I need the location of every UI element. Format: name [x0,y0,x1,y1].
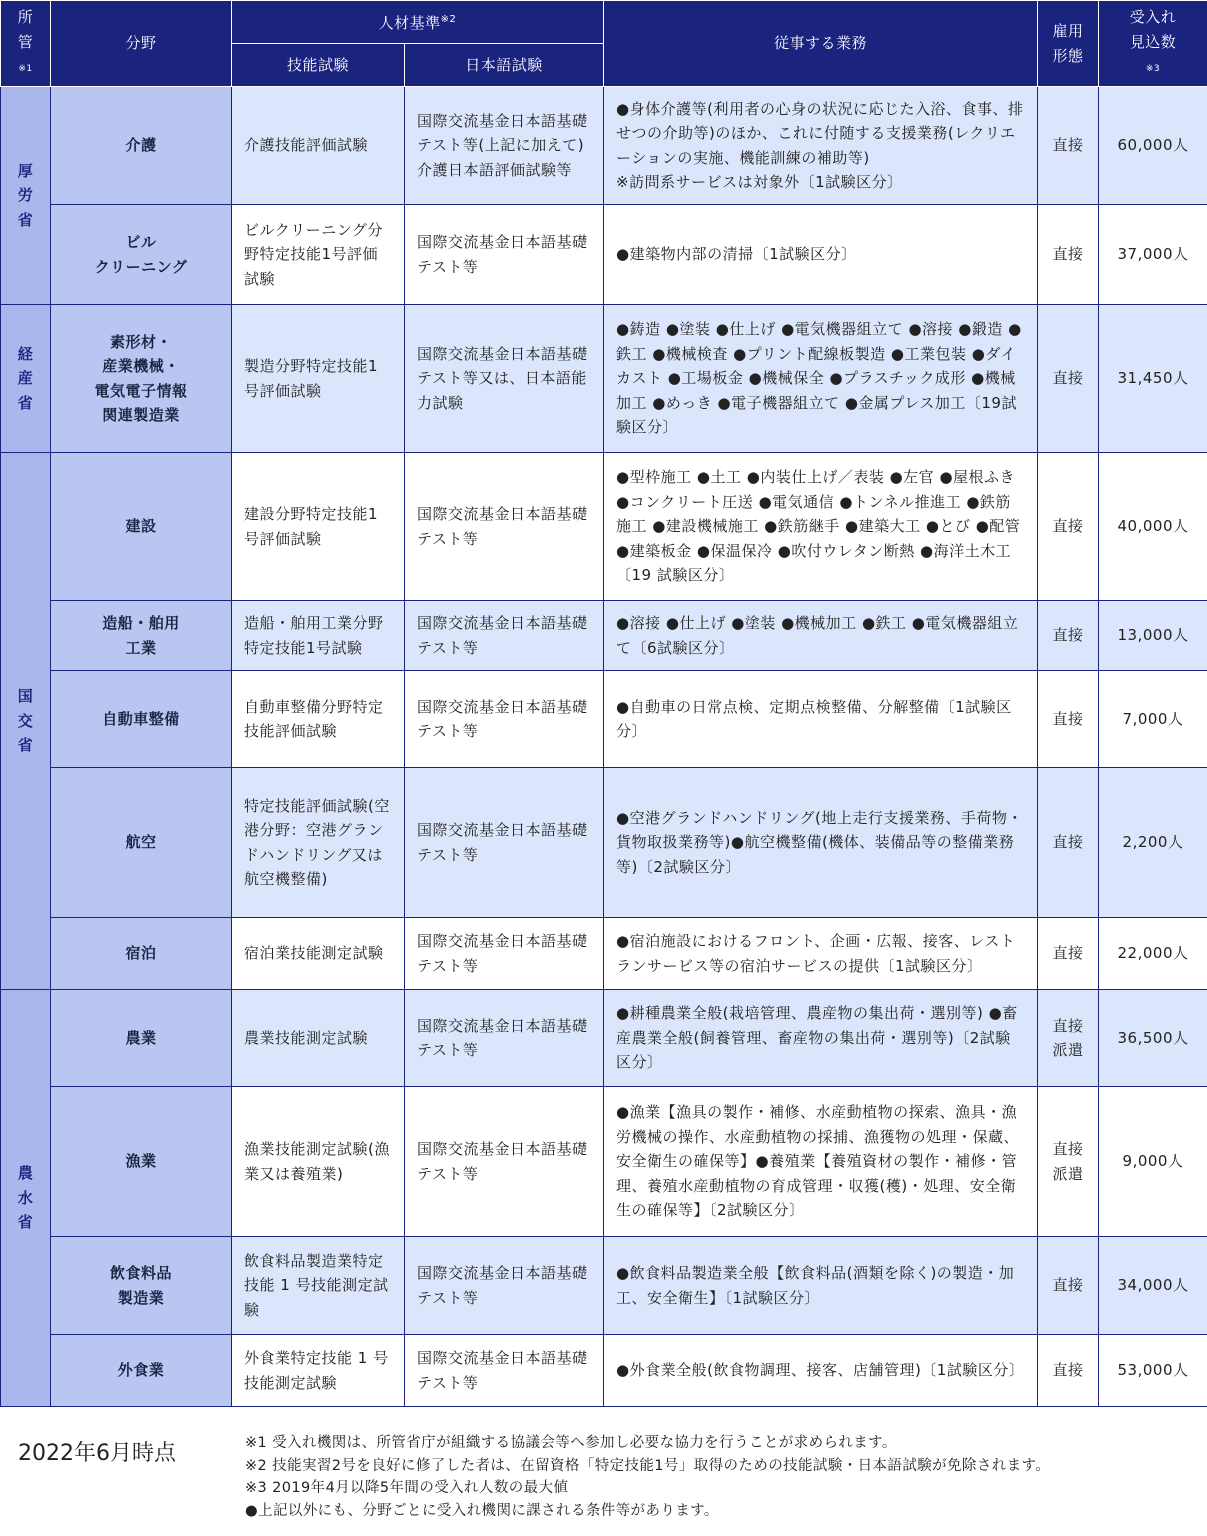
skill-test-cell: ビルクリーニング分野特定技能1号評価試験 [232,205,405,305]
skill-test-cell: 造船・舶用工業分野特定技能1号試験 [232,601,405,671]
table-row [1,305,1207,453]
field-cell: 自動車整備 [51,671,232,768]
employment-cell: 直接 [1038,1335,1099,1407]
table-row [1,1335,1207,1407]
capacity-cell: 9,000人 [1099,1087,1207,1237]
field-cell: 飲食料品 製造業 [51,1237,232,1335]
ministry-label: 農水省 [17,1164,34,1232]
footnote: ●上記以外にも、分野ごとに受入れ機関に課される条件等があります。 [245,1502,719,1519]
table-row [1,918,1207,990]
field-cell: 素形材・ 産業機械・ 電気電子情報 関連製造業 [51,305,232,453]
field-cell: ビル クリーニング [51,205,232,305]
skill-test-cell: 製造分野特定技能1号評価試験 [232,305,405,453]
ministry-cell [1,990,51,1407]
capacity-cell: 53,000人 [1099,1335,1207,1407]
ministry-cell [1,87,51,305]
work-cell: ●身体介護等(利用者の心身の状況に応じた入浴、食事、排せつの介助等)のほか、これに付随する支援業務(レクリエーションの実施、機能訓練の補助等) ※訪問系サービスは対象外〔1試験区分〕 [604,87,1038,205]
skill-test-cell: 介護技能評価試験 [232,87,405,205]
table-row [1,671,1207,768]
work-cell: ●飲食料品製造業全般【飲食料品(酒類を除く)の製造・加工、安全衛生】〔1試験区分〕 [604,1237,1038,1335]
ministry-label: 厚労省 [17,161,34,229]
ministry-cell [1,305,51,453]
skill-test-cell: 宿泊業技能測定試験 [232,918,405,990]
employment-cell: 直接 [1038,453,1099,601]
jp-test-cell: 国際交流基金日本語基礎テスト等又は、日本語能力試験 [405,305,604,453]
field-cell: 外食業 [51,1335,232,1407]
ministry-label: 国交省 [17,687,34,755]
capacity-cell: 37,000人 [1099,205,1207,305]
work-cell: ●型枠施工 ●土工 ●内装仕上げ／表装 ●左官 ●屋根ふき ●コンクリート圧送 ●電気通信 ●トンネル推進工 ●鉄筋施工 ●建設機械施工 ●鉄筋継手 ●建築大工 ●とび ●配管 ●建築板金 ●保温保冷 ●吹付ウレタン断熱 ●海洋土木工〔19 試験区分〕 [604,453,1038,601]
work-cell: ●漁業【漁具の製作・補修、水産動植物の探索、漁具・漁労機械の操作、水産動植物の採捕、漁獲物の処理・保蔵、安全衛生の確保等】●養殖業【養殖資材の製作・補修・管理、養殖水産動植物の育成管理・収獲(穫)・処理、安全衛生の確保等】〔2試験区分〕 [604,1087,1038,1237]
field-cell: 航空 [51,768,232,918]
employment-cell: 直接 [1038,671,1099,768]
jp-test-cell: 国際交流基金日本語基礎テスト等 [405,671,604,768]
jp-test-cell: 国際交流基金日本語基礎テスト等 [405,1335,604,1407]
capacity-cell: 13,000人 [1099,601,1207,671]
header-criteria: 人材基準$^{※2}$ [232,1,604,44]
capacity-cell: 22,000人 [1099,918,1207,990]
header-jp-test: 日本語試験 [405,44,604,87]
work-cell: ●空港グランドハンドリング(地上走行支援業務、手荷物・貨物取扱業務等)●航空機整備(機体、装備品等の整備業務等)〔2試験区分〕 [604,768,1038,918]
work-cell: ●鋳造 ●塗装 ●仕上げ ●電気機器組立て ●溶接 ●鍛造 ●鉄工 ●機械検査 ●プリント配線板製造 ●工業包装 ●ダイカスト ●工場板金 ●機械保全 ●プラスチック成形 ●機械加工 ●めっき ●電子機器組立て ●金属プレス加工〔19試験区分〕 [604,305,1038,453]
field-cell: 農業 [51,990,232,1087]
work-cell: ●建築物内部の清掃〔1試験区分〕 [604,205,1038,305]
header-skill-test: 技能試験 [232,44,405,87]
field-cell: 宿泊 [51,918,232,990]
employment-cell: 直接 [1038,1237,1099,1335]
header-jurisdiction: 所管 ※1 [1,1,51,87]
table-row [1,1087,1207,1237]
table-row [1,87,1207,205]
skill-test-cell: 自動車整備分野特定技能評価試験 [232,671,405,768]
jp-test-cell: 国際交流基金日本語基礎テスト等 [405,453,604,601]
header-employment: 雇用形態 [1038,1,1099,87]
table-row [1,601,1207,671]
work-cell: ●自動車の日常点検、定期点検整備、分解整備〔1試験区分〕 [604,671,1038,768]
jp-test-cell: 国際交流基金日本語基礎テスト等 [405,990,604,1087]
employment-cell: 直接 派遣 [1038,990,1099,1087]
field-cell: 漁業 [51,1087,232,1237]
employment-cell: 直接 [1038,87,1099,205]
footnote: ※1 受入れ機関は、所管省庁が組織する協議会等へ参加し必要な協力を行うことが求められます。 [245,1435,897,1451]
as-of-date: 2022年6月時点 [18,1441,176,1466]
footnotes [245,1432,1050,1522]
field-cell: 建設 [51,453,232,601]
work-cell: ●耕種農業全般(栽培管理、農産物の集出荷・選別等) ●畜産農業全般(飼養管理、畜産物の集出荷・選別等)〔2試験区分〕 [604,990,1038,1087]
capacity-cell: 60,000人 [1099,87,1207,205]
skill-test-cell: 漁業技能測定試験(漁業又は養殖業) [232,1087,405,1237]
employment-cell: 直接 [1038,205,1099,305]
table-row [1,990,1207,1087]
field-cell: 造船・舶用 工業 [51,601,232,671]
skill-test-cell: 外食業特定技能 1 号技能測定試験 [232,1335,405,1407]
table-row [1,1237,1207,1335]
field-cell: 介護 [51,87,232,205]
table-row [1,453,1207,601]
employment-cell: 直接 [1038,768,1099,918]
capacity-cell: 40,000人 [1099,453,1207,601]
capacity-cell: 7,000人 [1099,671,1207,768]
footnote: ※2 技能実習2号を良好に修了した者は、在留資格「特定技能1号」取得のための技能試験・日本語試験が免除されます。 [245,1457,1051,1474]
header-capacity: 受入れ見込数 ※3 [1099,1,1207,87]
skill-test-cell: 特定技能評価試験(空港分野：空港グランドハンドリング又は航空機整備) [232,768,405,918]
work-cell: ●外食業全般(飲食物調理、接客、店舗管理)〔1試験区分〕 [604,1335,1038,1407]
jp-test-cell: 国際交流基金日本語基礎テスト等 [405,1087,604,1237]
header-field: 分野 [51,1,232,87]
skill-test-cell: 飲食料品製造業特定技能 1 号技能測定試験 [232,1237,405,1335]
jp-test-cell: 国際交流基金日本語基礎テスト等(上記に加えて) 介護日本語評価試験等 [405,87,604,205]
employment-cell: 直接 派遣 [1038,1087,1099,1237]
jp-test-cell: 国際交流基金日本語基礎テスト等 [405,1237,604,1335]
employment-cell: 直接 [1038,601,1099,671]
skill-test-cell: 建設分野特定技能1号評価試験 [232,453,405,601]
ministry-cell [1,453,51,990]
jp-test-cell: 国際交流基金日本語基礎テスト等 [405,768,604,918]
capacity-cell: 34,000人 [1099,1237,1207,1335]
capacity-cell: 31,450人 [1099,305,1207,453]
capacity-cell: 2,200人 [1099,768,1207,918]
jp-test-cell: 国際交流基金日本語基礎テスト等 [405,601,604,671]
jp-test-cell: 国際交流基金日本語基礎テスト等 [405,205,604,305]
work-cell: ●宿泊施設におけるフロント、企画・広報、接客、レストランサービス等の宿泊サービスの提供〔1試験区分〕 [604,918,1038,990]
jp-test-cell: 国際交流基金日本語基礎テスト等 [405,918,604,990]
footnote: ※3 2019年4月以降5年間の受入れ人数の最大値 [245,1480,569,1496]
header-work: 従事する業務 [604,1,1038,87]
table-row [1,768,1207,918]
employment-cell: 直接 [1038,918,1099,990]
table-row [1,205,1207,305]
employment-cell: 直接 [1038,305,1099,453]
ministry-label: 経産省 [17,344,34,412]
capacity-cell: 36,500人 [1099,990,1207,1087]
work-cell: ●溶接 ●仕上げ ●塗装 ●機械加工 ●鉄工 ●電気機器組立て〔6試験区分〕 [604,601,1038,671]
skill-test-cell: 農業技能測定試験 [232,990,405,1087]
